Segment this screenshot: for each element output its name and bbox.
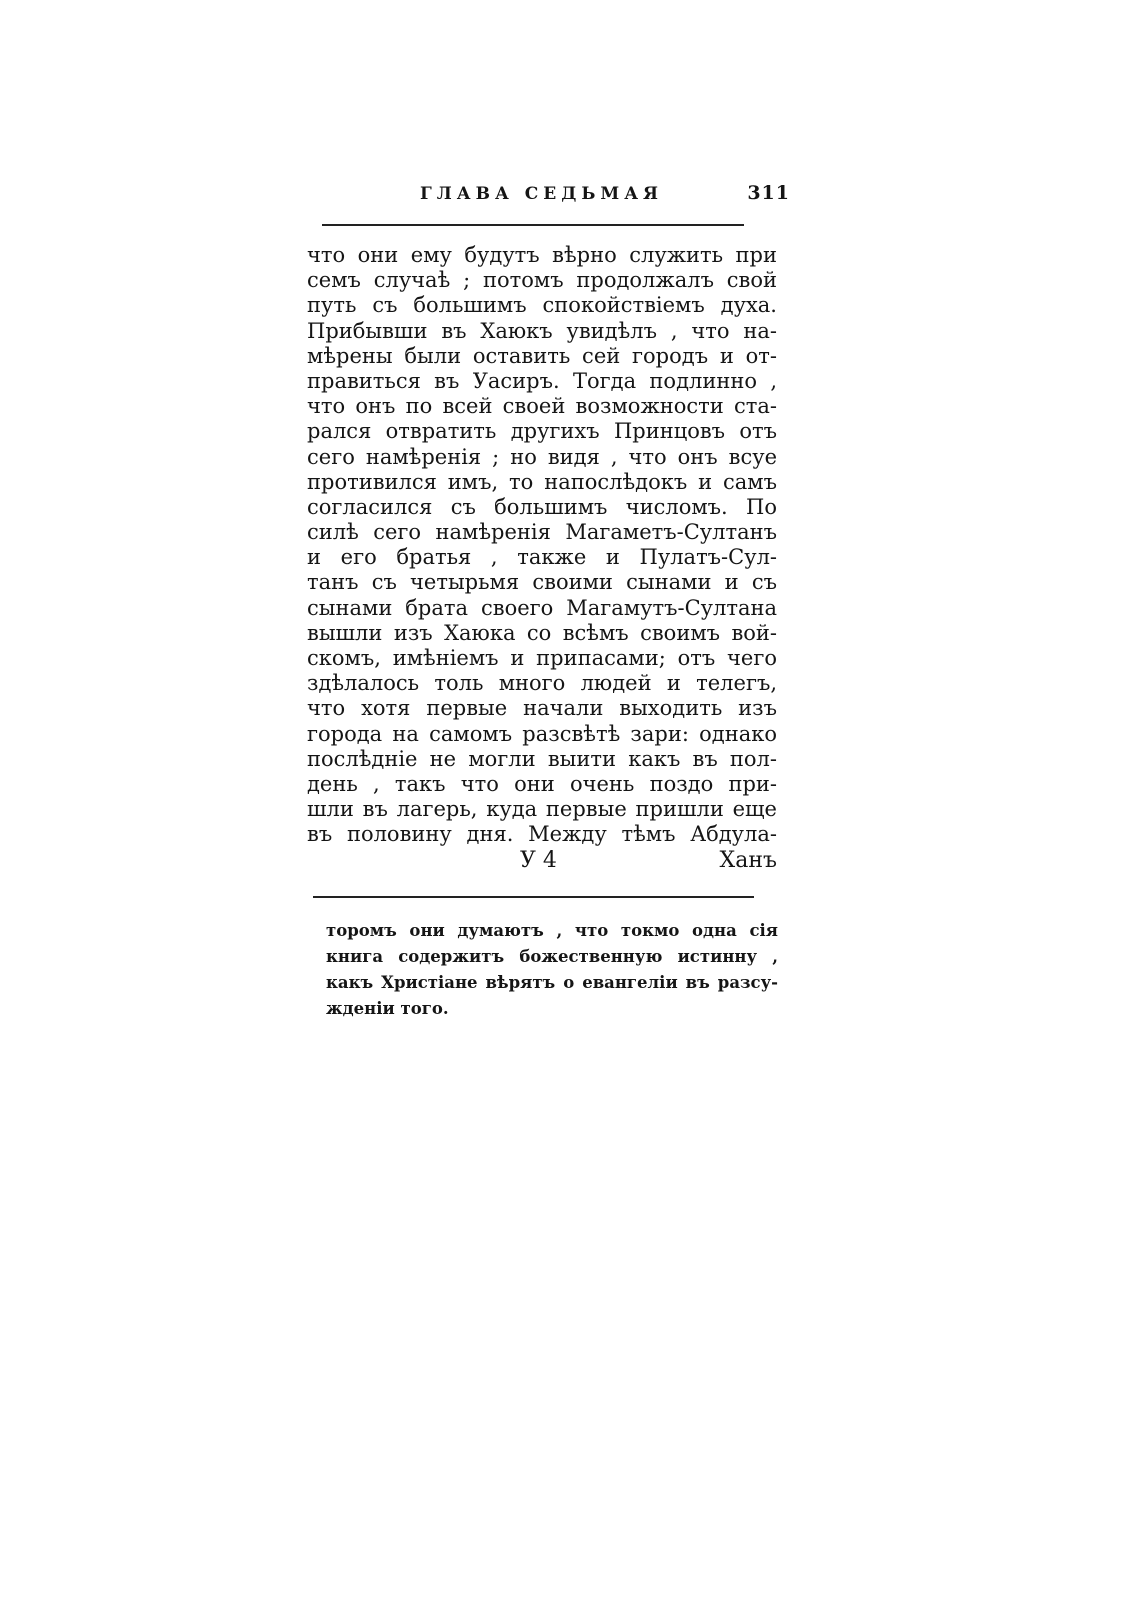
header-rule (322, 224, 744, 226)
signature-mark: У 4 (520, 848, 557, 873)
text-line: вышли изъ Хаюка со всѣмъ своимъ вой- (307, 620, 777, 645)
text-line: въ половину дня. Между тѣмъ Абдула- (307, 822, 777, 847)
text-line: скомъ, имѣнiемъ и припасами; отъ чего (307, 646, 777, 670)
text-line: и его братья , также и Пулатъ-Сул- (307, 545, 777, 570)
text-line: мѣрены были оставить сей городъ и от- (307, 343, 777, 368)
page-number: 311 (747, 182, 790, 204)
text-line: сего намѣренiя ; но видя , что онъ всуе (307, 444, 777, 469)
text-line: сынами брата своего Магамутъ-Султана (307, 595, 777, 620)
footnote-line: торомъ они думаютъ , что токмо одна сiя (326, 921, 778, 940)
footnote-line: жденiи того. (326, 999, 449, 1018)
text-line: что хотя первые начали выходить изъ (307, 696, 777, 721)
text-line: рался отвратить другихъ Принцовъ отъ (307, 419, 777, 444)
text-line: правиться въ Уасиръ. Тогда подлинно , (307, 368, 777, 393)
text-line: Прибывши въ Хаюкъ увидѣлъ , что на- (307, 318, 777, 343)
catchword: Ханъ (719, 848, 777, 873)
text-line: согласился съ большимъ числомъ. По (307, 494, 777, 519)
text-line: путь съ большимъ спокойствiемъ духа. (307, 293, 777, 318)
text-line: города на самомъ разсвѣтѣ зари: однако (307, 721, 777, 746)
text-line: танъ съ четырьмя своими сынами и съ (307, 570, 777, 595)
footnote-rule (313, 896, 754, 898)
text-line: что они ему будутъ вѣрно служить при (307, 243, 777, 267)
signature-line (307, 848, 777, 876)
footnote-line: какъ Христiане вѣрятъ о евангелiи въ разсу- (326, 973, 778, 992)
text-line: послѣднiе не могли выити какъ въ пол- (307, 746, 777, 771)
footnote-line: книга содержитъ божественную истинну , (326, 947, 778, 966)
text-line: силѣ сего намѣренiя Магаметъ-Султанъ (307, 520, 777, 545)
text-line: противился имъ, то напослѣдокъ и самъ (307, 469, 777, 494)
text-line: что онъ по всей своей возможности ста- (307, 394, 777, 419)
text-line: семъ случаѣ ; потомъ продолжалъ свой (307, 268, 777, 293)
text-line: здѣлалось толь много людей и телегъ, (307, 671, 777, 696)
text-line: день , такъ что они очень поздо при- (307, 771, 777, 796)
body-text (307, 243, 777, 848)
text-line: шли въ лагерь, куда первые пришли еще (307, 797, 777, 822)
footnote (326, 918, 778, 1022)
page-header (320, 176, 790, 216)
running-head: ГЛАВА СЕДЬМАЯ (420, 184, 664, 204)
